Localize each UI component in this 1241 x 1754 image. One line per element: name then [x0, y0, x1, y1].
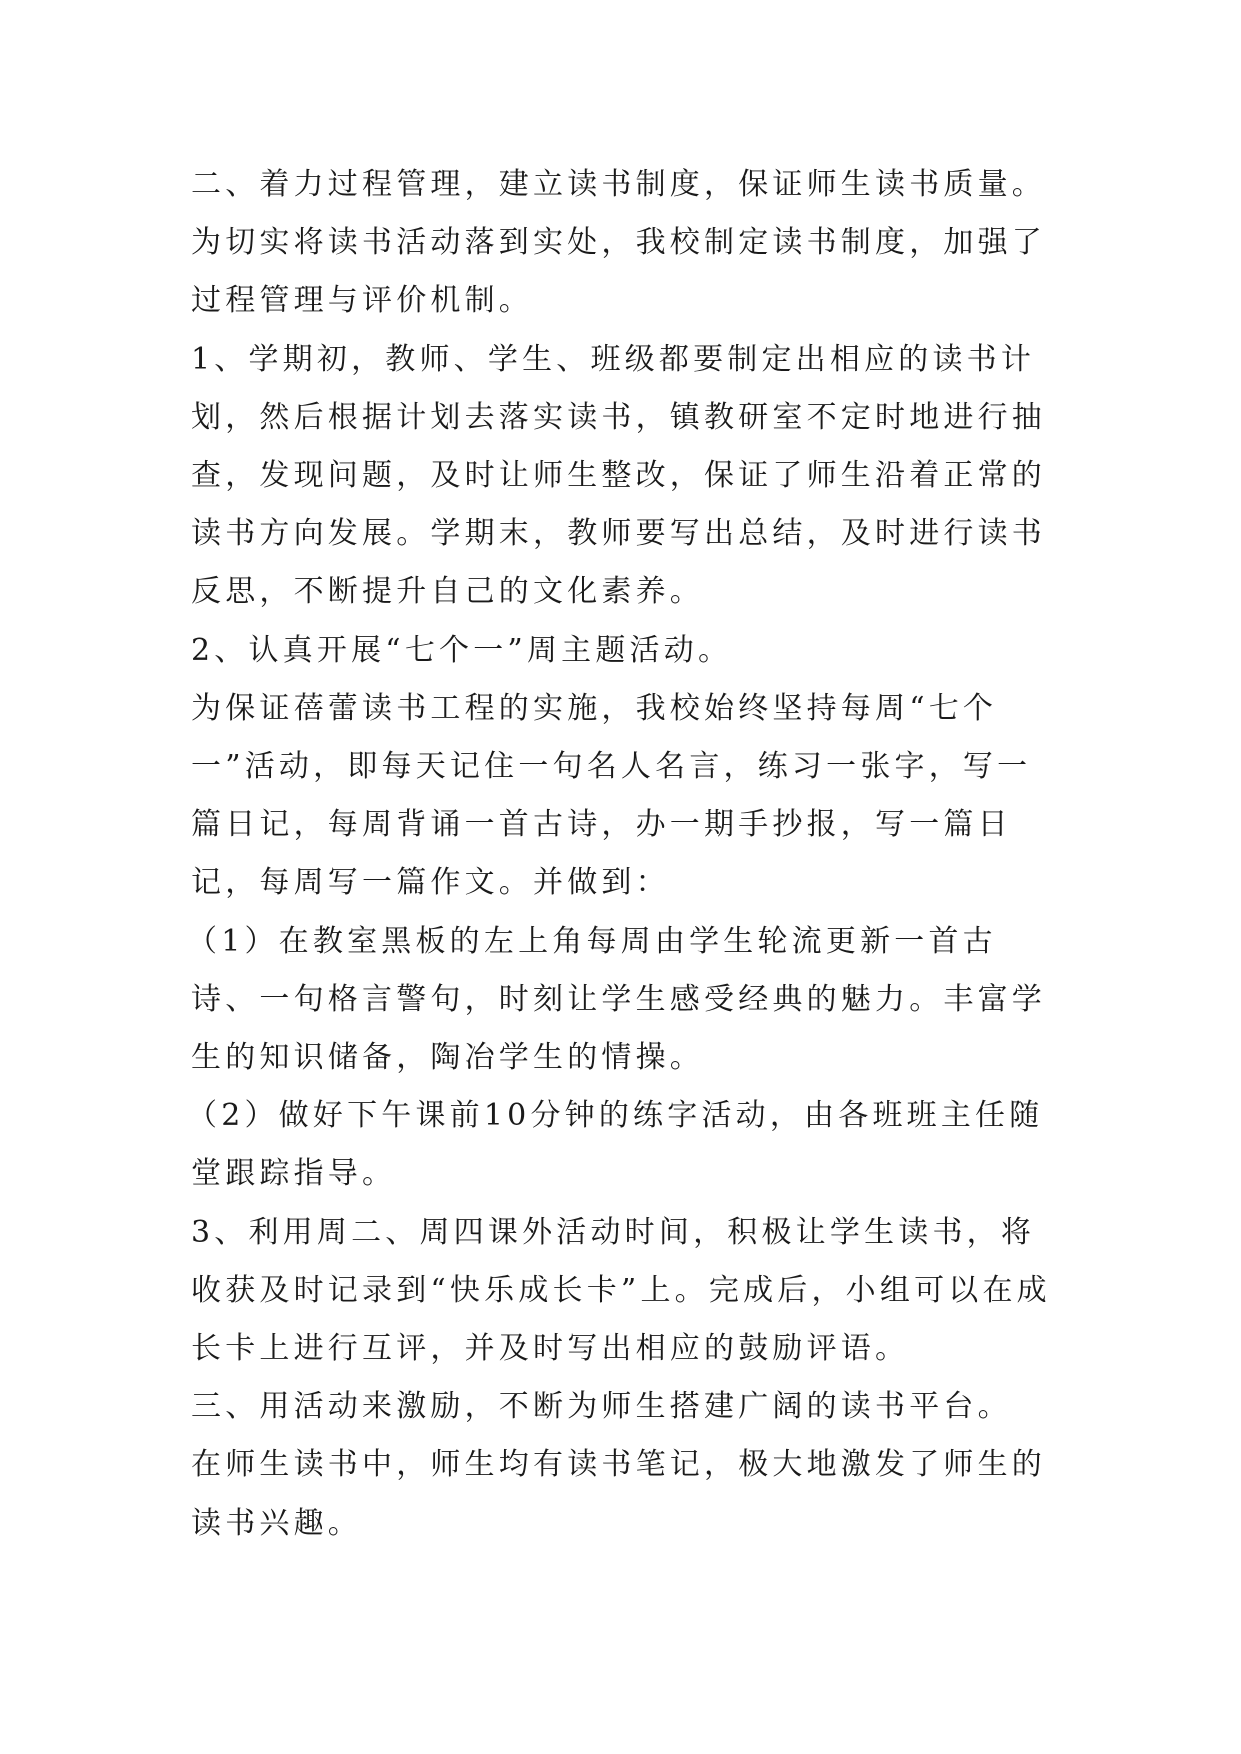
document-body: [187, 156, 1061, 1553]
section-heading-2: 二、着力过程管理，建立读书制度，保证师生读书质量。: [191, 167, 1046, 202]
sub-item-2: （2）做好下午课前10分钟的练字活动，由各班班主任随堂跟踪指导。: [187, 1098, 1044, 1192]
list-item-1: 1、学期初，教师、学生、班级都要制定出相应的读书计划，然后根据计划去落实读书，镇教研室不定时地进行抽查，发现问题，及时让师生整改，保证了师生沿着正常的读书方向发展。学期末，教师要写出总结，及时进行读书反思，不断提升自己的文化素养。: [191, 341, 1046, 610]
paragraph: 在师生读书中，师生均有读书笔记，极大地激发了师生的读书兴趣。: [191, 1447, 1046, 1541]
list-item-3: 3、利用周二、周四课外活动时间，积极让学生读书，将收获及时记录到“快乐成长卡”上。完成后，小组可以在成长卡上进行互评，并及时写出相应的鼓励评语。: [191, 1214, 1051, 1367]
sub-item-1: （1）在教室黑板的左上角每周由学生轮流更新一首古诗、一句格言警句，时刻让学生感受经典的魅力。丰富学生的知识储备，陶冶学生的情操。: [187, 923, 1046, 1076]
paragraph: 为切实将读书活动落到实处，我校制定读书制度，加强了过程管理与评价机制。: [191, 225, 1046, 319]
paragraph: 为保证蓓蕾读书工程的实施，我校始终坚持每周“七个一”活动，即每天记住一句名人名言，练习一张字，写一篇日记，每周背诵一首古诗，办一期手抄报，写一篇日记，每周写一篇作文。并做到：: [191, 690, 1032, 901]
list-item-2: 2、认真开展“七个一”周主题活动。: [191, 632, 733, 668]
section-heading-3: 三、用活动来激励，不断为师生搭建广阔的读书平台。: [191, 1389, 1012, 1425]
